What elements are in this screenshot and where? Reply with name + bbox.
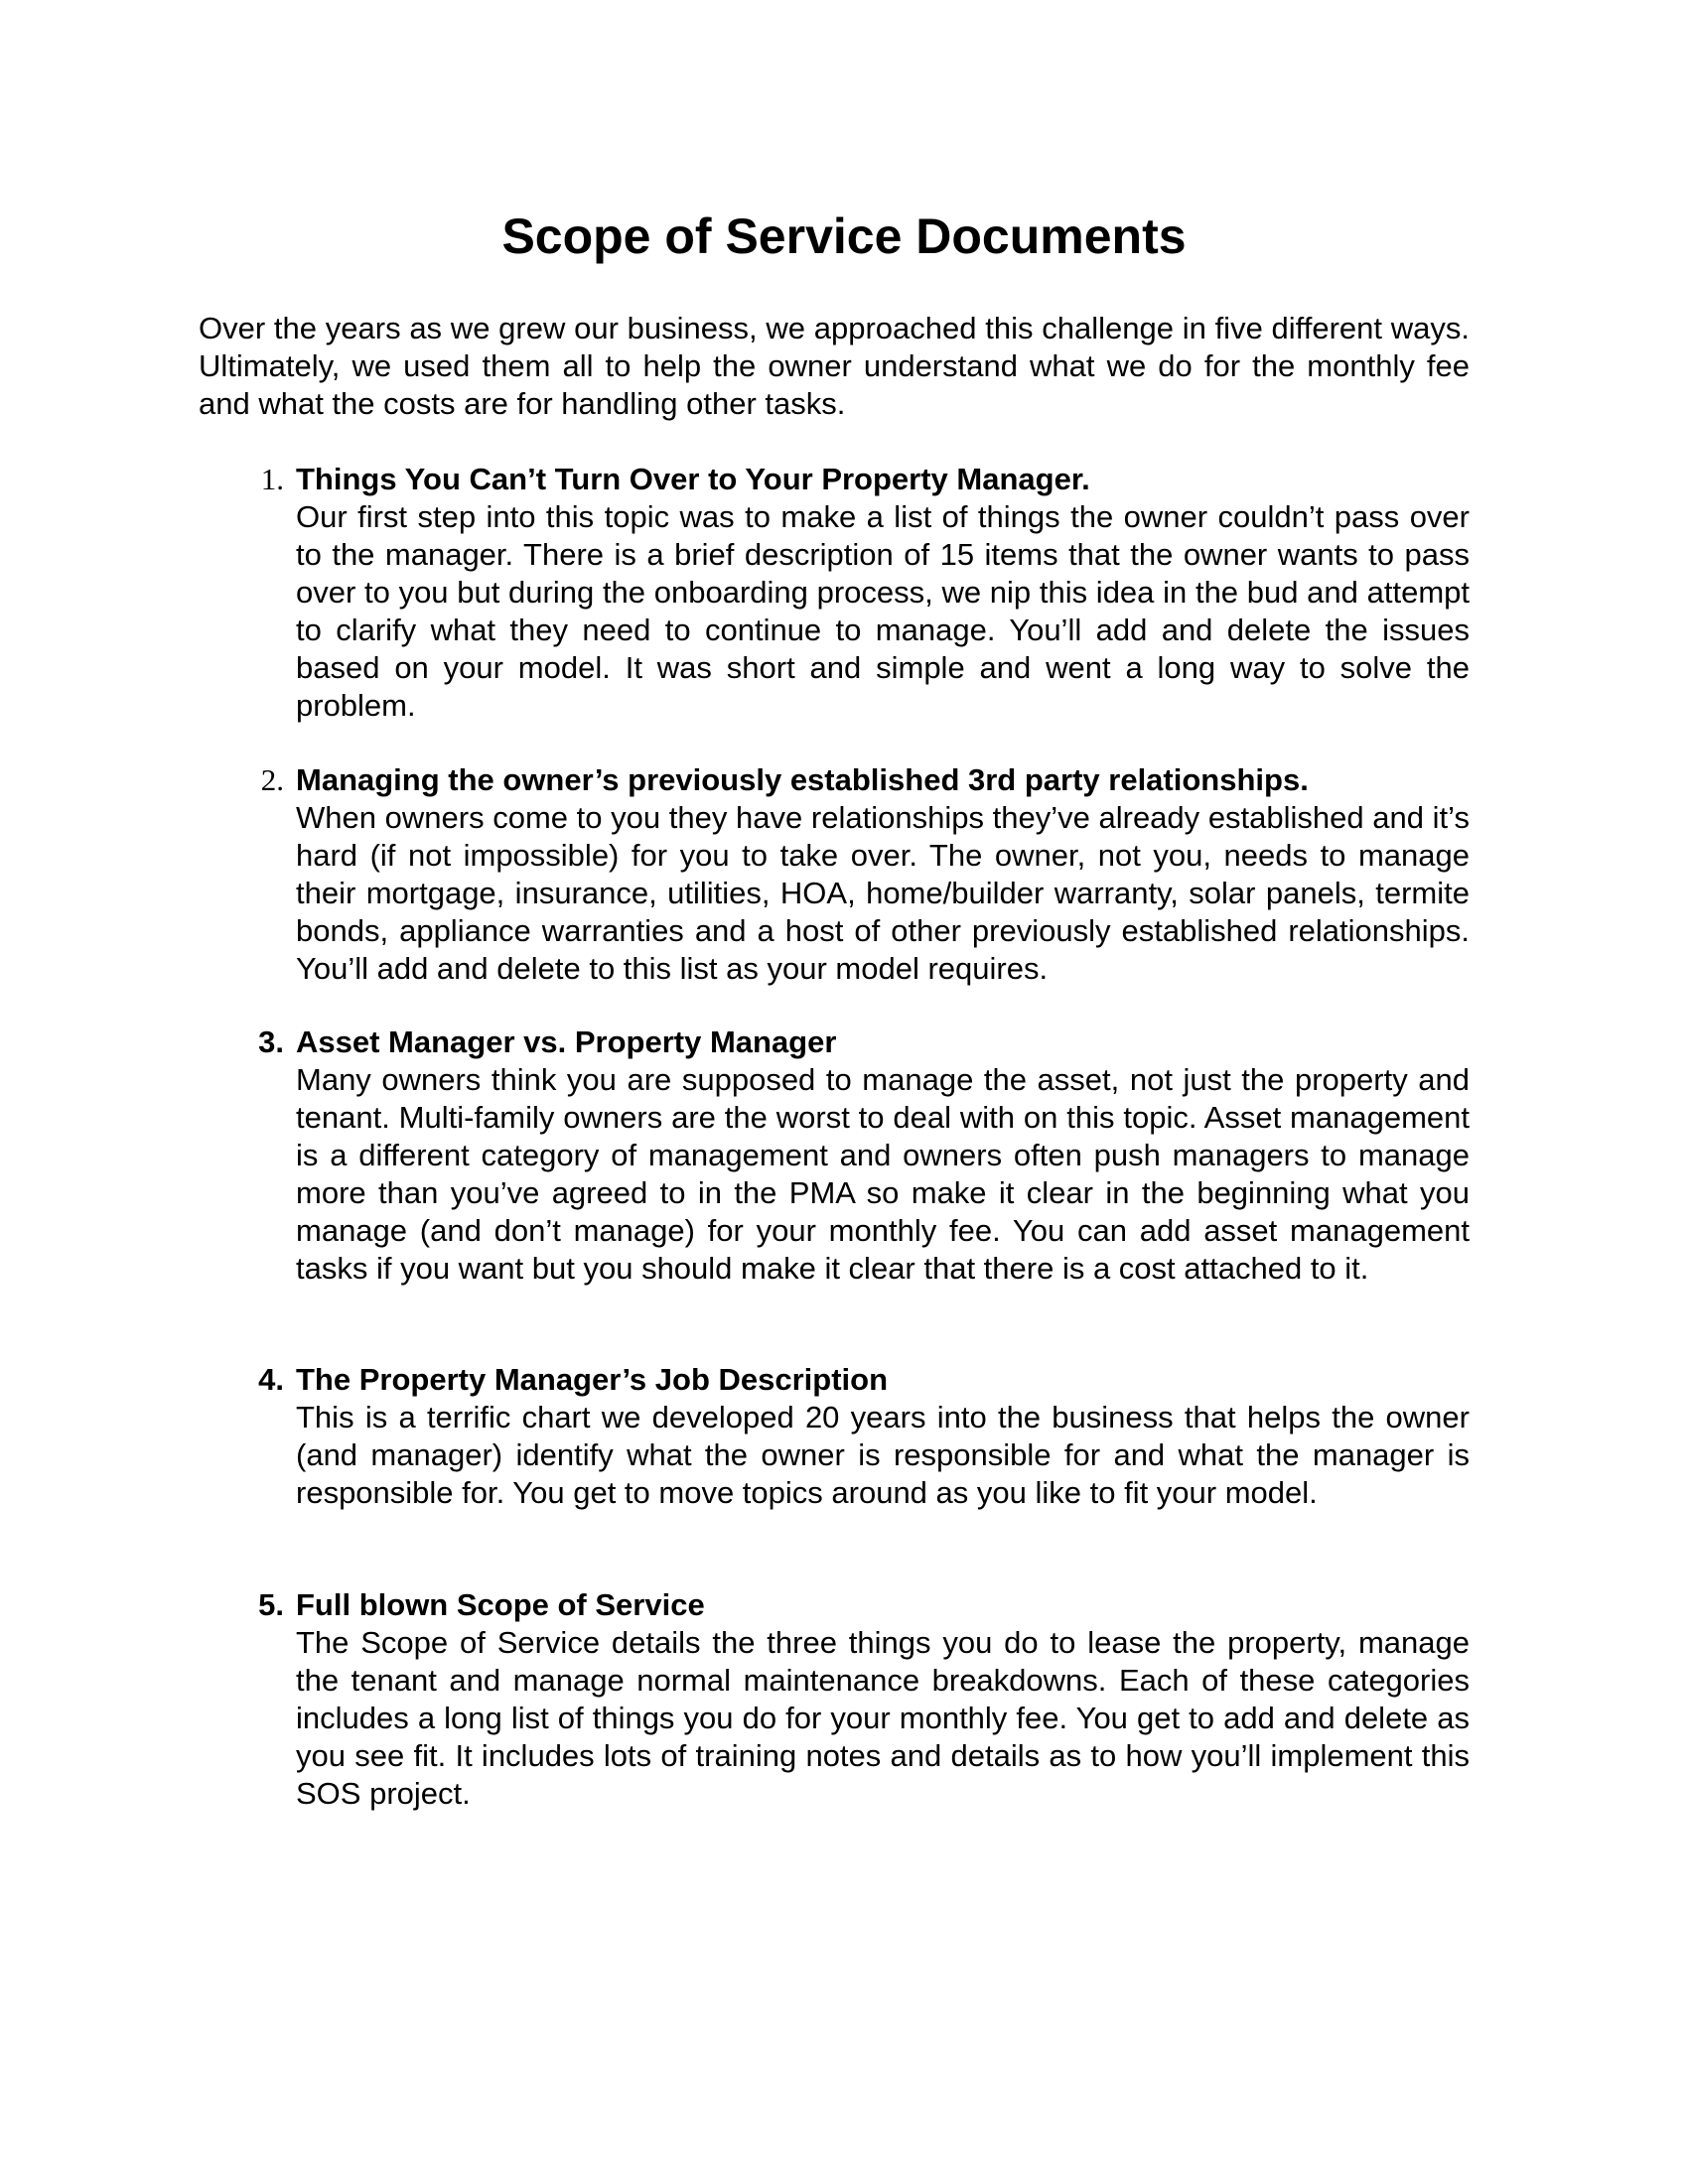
list-item-body: Our first step into this topic was to make a list of things the owner couldn’t pass over to the manager. There is a brief description of 15 items that the owner wants to pass over to you but during the onboarding process, we nip this idea in the bud and attempt to clarify what they need to continue to manage. You’ll add and delete the issues based on your model. It was short and simple and went a long way to solve the problem. [296, 499, 1470, 723]
list-item-number: 4. [258, 1362, 284, 1397]
list-item-number: 1. [260, 462, 284, 496]
list-item-heading: Things You Can’t Turn Over to Your Property Manager. [296, 462, 1090, 496]
list-item-number: 2. [260, 762, 284, 797]
list-item-number: 5. [258, 1587, 284, 1622]
list-item-heading: Managing the owner’s previously established 3rd party relationships. [296, 762, 1309, 797]
list-item-heading: Full blown Scope of Service [296, 1587, 705, 1622]
list-item-heading: The Property Manager’s Job Description [296, 1362, 889, 1397]
list-item-body: The Scope of Service details the three things you do to lease the property, manage the tenant and manage normal maintenance breakdowns. Each of these categories includes a long list of things you do for your monthly fee. You get to add and delete as you see fit. It includes lots of training notes and details as to how you’ll implement this SOS project. [296, 1625, 1470, 1811]
list-item-body: Many owners think you are supposed to manage the asset, not just the property and tenant. Multi-family owners are the worst to deal with on this topic. Asset management is a different category of management and owners often push managers to manage more than you’ve agreed to in the PMA so make it clear in the beginning what you manage (and don’t manage) for your monthly fee. You can add asset management tasks if you want but you should make it clear that there is a cost attached to it. [296, 1062, 1470, 1286]
list-item-number: 3. [258, 1024, 284, 1059]
intro-paragraph: Over the years as we grew our business, we approached this challenge in five different ways. Ultimately, we used them all to help the owner understand what we do for the monthly fee and what the costs are for handling other tasks. [199, 311, 1470, 421]
list-item-body: When owners come to you they have relationships they’ve already established and it’s hard (if not impossible) for you to take over. The owner, not you, needs to manage their mortgage, insurance, utilities, HOA, home/builder warranty, solar panels, termite bonds, appliance warranties and a host of other previously established relationships. You’ll add and delete to this list as your model requires. [296, 800, 1470, 986]
list-item-heading: Asset Manager vs. Property Manager [296, 1024, 837, 1059]
document-title: Scope of Service Documents [501, 208, 1187, 264]
list-item-body: This is a terrific chart we developed 20 years into the business that helps the owner (and manager) identify what the owner is responsible for and what the manager is responsible for. You get to move topics around as you like to fit your model. [296, 1400, 1470, 1510]
